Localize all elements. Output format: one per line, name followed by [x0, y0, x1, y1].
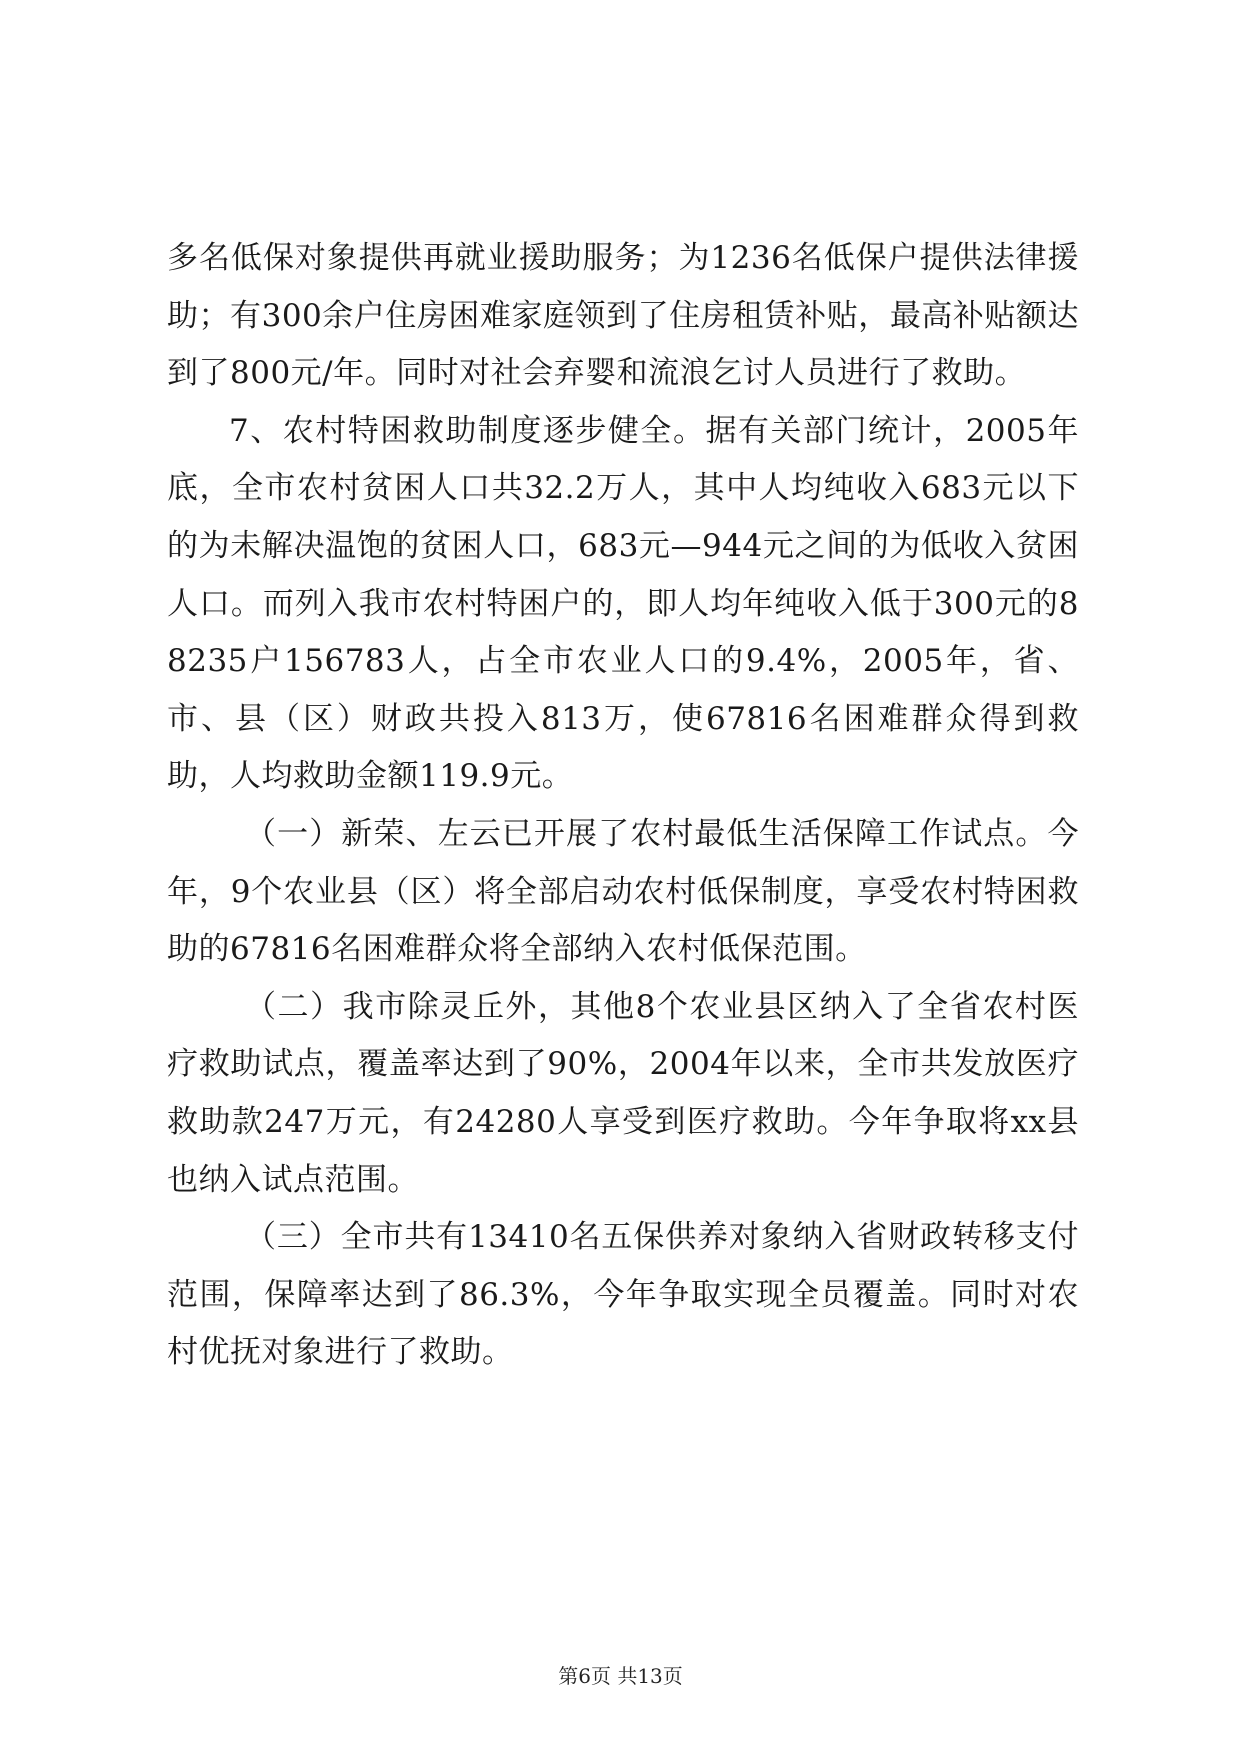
paragraph-continuation: 多名低保对象提供再就业援助服务；为1236名低保户提供法律援助；有300余户住房困难家庭领到了住房租赁补贴，最高补贴额达到了800元/年。同时对社会弃婴和流浪乞讨人员进行了救助。	[167, 240, 1079, 392]
paragraph-item-7: 7、农村特困救助制度逐步健全。据有关部门统计，2005年底，全市农村贫困人口共32.2万人，其中人均纯收入683元以下的为未解决温饱的贫困人口，683元—944元之间的为低收入贫困人口。而列入我市农村特困户的，即人均年纯收入低于300元的88235户156783人，占全市农业人口的9.4%，2005年，省、市、县（区）财政共投入813万，使67816名困难群众得到救助，人均救助金额119.9元。	[167, 412, 1079, 795]
document-body	[167, 230, 1079, 1382]
paragraph-sub-2: （二）我市除灵丘外，其他8个农业县区纳入了全省农村医疗救助试点，覆盖率达到了90%，2004年以来，全市共发放医疗救助款247万元，有24280人享受到医疗救助。今年争取将xx县也纳入试点范围。	[167, 988, 1079, 1198]
page-number-footer: 第6页 共13页	[558, 1664, 683, 1688]
paragraph-sub-1: （一）新荣、左云已开展了农村最低生活保障工作试点。今年，9个农业县（区）将全部启动农村低保制度，享受农村特困救助的67816名困难群众将全部纳入农村低保范围。	[167, 815, 1079, 968]
paragraph-sub-3: （三）全市共有13410名五保供养对象纳入省财政转移支付范围，保障率达到了86.3%，今年争取实现全员覆盖。同时对农村优抚对象进行了救助。	[167, 1219, 1079, 1371]
